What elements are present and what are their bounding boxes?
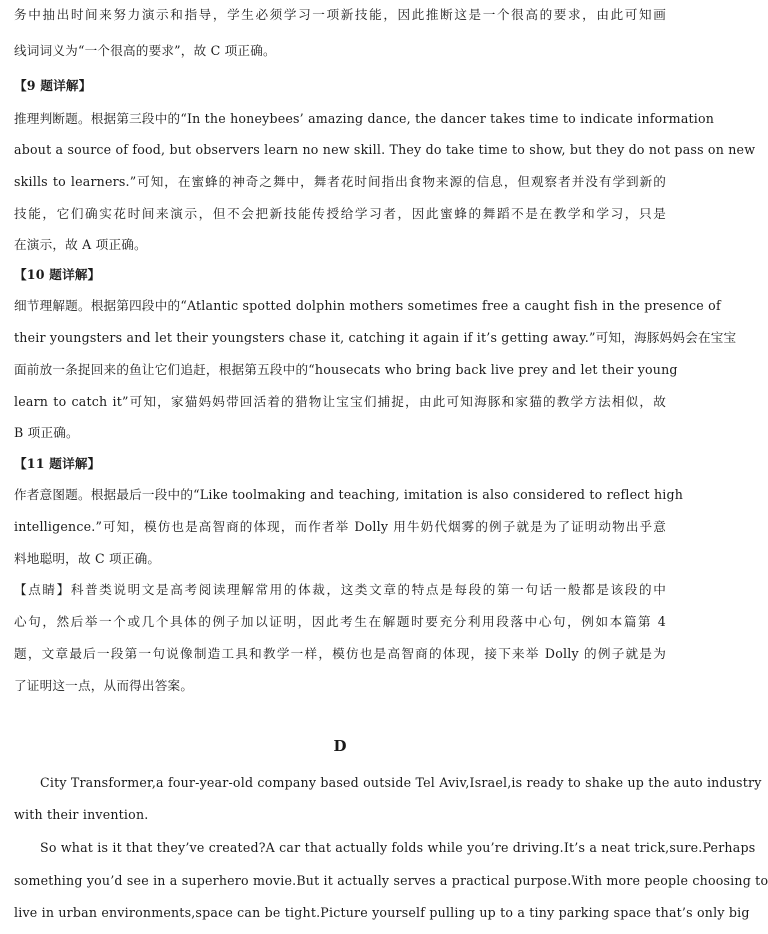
text-line: 了证明这一点，从而得出答案。 — [14, 678, 194, 693]
text-line: 线词词义为“一个很高的要求”，故 C 项正确。 — [14, 43, 276, 58]
passage-line: live in urban environments,space can be tight.Picture yourself pulling up to a tiny parking space that’s only big — [14, 905, 750, 920]
text-line: their youngsters and let their youngsters chase it, catching it again if it’s getting away.”可知，海豚妈妈会在宝宝 — [14, 330, 737, 345]
passage-line: with their invention. — [14, 807, 149, 822]
section-heading: 【9 题详解】 — [14, 78, 92, 93]
text-line: 料地聪明，故 C 项正确。 — [14, 551, 161, 566]
text-line: 作者意图题。根据最后一段中的“Like toolmaking and teaching, imitation is also considered to reflect high — [14, 487, 684, 502]
section-heading: 【11 题详解】 — [14, 456, 101, 471]
passage-title: D — [333, 737, 347, 755]
text-line: 心句，然后举一个或几个具体的例子加以证明，因此考生在解题时要充分利用段落中心句，例如本篇第 4 — [14, 614, 666, 629]
text-line: learn to catch it”可知，家猫妈妈带回活着的猎物让宝宝们捕捉，由此可知海豚和家猫的教学方法相似，故 — [14, 394, 666, 409]
text-line: skills to learners.”可知，在蜜蜂的神奇之舞中，舞者花时间指出食物来源的信息，但观察者并没有学到新的 — [14, 174, 666, 189]
text-line: 务中抽出时间来努力演示和指导，学生必须学习一项新技能，因此推断这是一个很高的要求，由此可知画 — [14, 7, 666, 22]
text-line: B 项正确。 — [14, 425, 79, 440]
passage-line: So what is it that they’ve created?A car that actually folds while you’re driving.It’s a neat trick,sure.Perhaps — [40, 840, 756, 855]
text-line: about a source of food, but observers learn no new skill. They do take time to show, but they do not pass on new — [14, 142, 756, 157]
text-line: 在演示，故 A 项正确。 — [14, 237, 147, 252]
text-line: 【点睛】科普类说明文是高考阅读理解常用的体裁，这类文章的特点是每段的第一句话一般都是该段的中 — [14, 582, 666, 597]
passage-line: something you’d see in a superhero movie.But it actually serves a practical purpose.With more people choosing to — [14, 873, 768, 888]
text-line: 推理判断题。根据第三段中的“In the honeybees’ amazing dance, the dancer takes time to indicate information — [14, 111, 715, 126]
text-line: 细节理解题。根据第四段中的“Atlantic spotted dolphin mothers sometimes free a caught fish in the presence of — [14, 298, 721, 313]
text-line: 题，文章最后一段第一句说像制造工具和教学一样，模仿也是高智商的体现，接下来举 Dolly 的例子就是为 — [14, 646, 666, 661]
text-line: intelligence.”可知，模仿也是高智商的体现，而作者举 Dolly 用牛奶代烟雾的例子就是为了证明动物出乎意 — [14, 519, 666, 534]
passage-line: City Transformer,a four-year-old company based outside Tel Aviv,Israel,is ready to shake up the auto industry — [40, 775, 762, 790]
text-line: 技能，它们确实花时间来演示，但不会把新技能传授给学习者，因此蜜蜂的舞蹈不是在教学和学习，只是 — [14, 206, 666, 221]
text-line: 面前放一条捉回来的鱼让它们追赶，根据第五段中的“housecats who bring back live prey and let their young — [14, 362, 678, 377]
section-heading: 【10 题详解】 — [14, 267, 101, 282]
